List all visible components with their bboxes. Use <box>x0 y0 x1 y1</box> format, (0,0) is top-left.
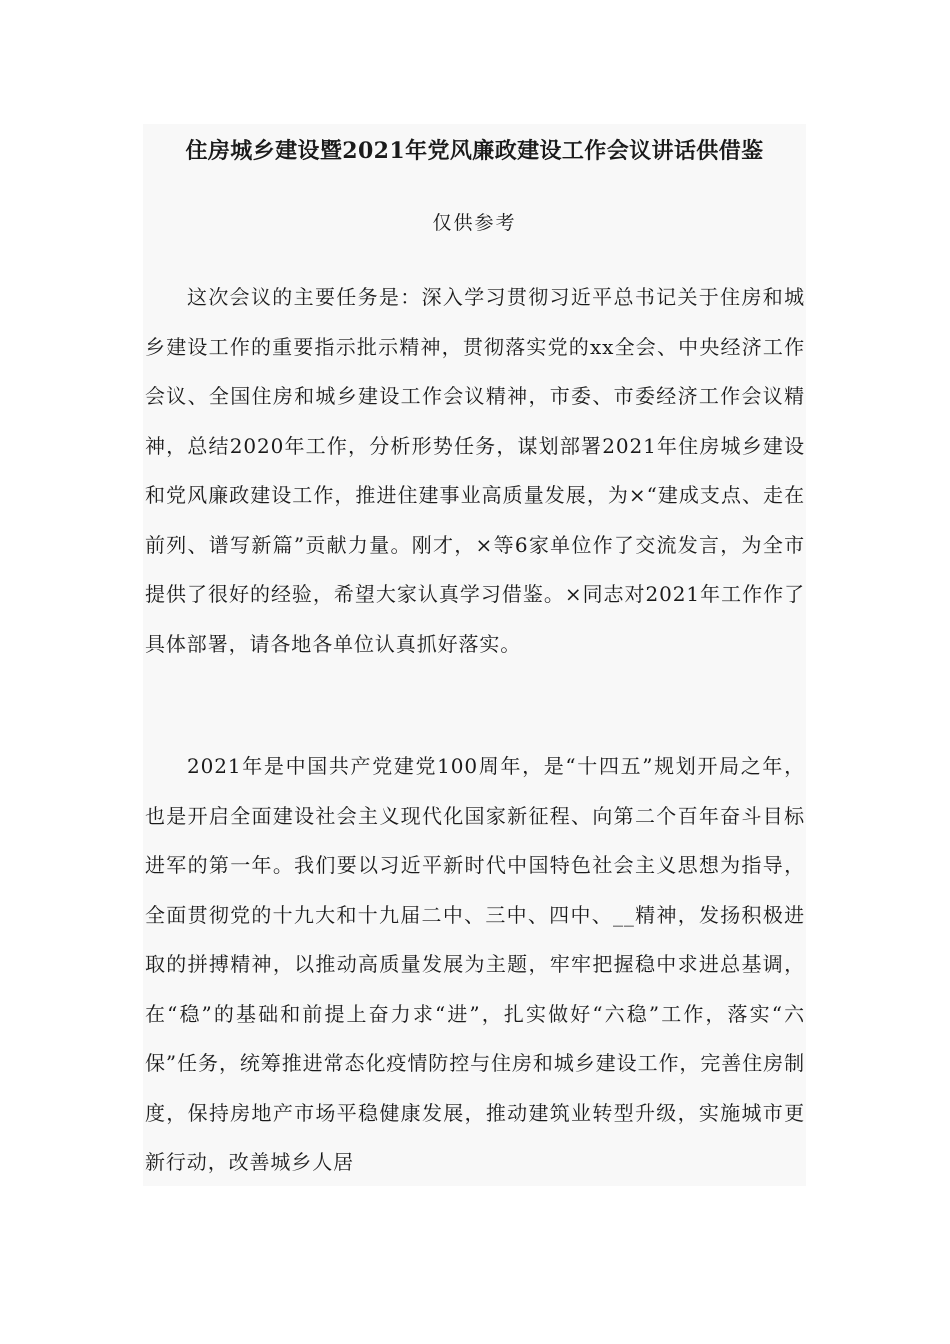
document-title: 住房城乡建设暨2021年党风廉政建设工作会议讲话供借鉴 <box>185 138 764 164</box>
body-paragraph: 这次会议的主要任务是：深入学习贯彻习近平总书记关于住房和城乡建设工作的重要指示批示精神，贯彻落实党的xx全会、中央经济工作会议、全国住房和城乡建设工作会议精神，市委、市委经济工作会议精神，总结2020年工作，分析形势任务，谋划部署2021年住房城乡建设和党风廉政建设工作，推进住建事业高质量发展，为×“建成支点、走在前列、谱写新篇”贡献力量。刚才，×等6家单位作了交流发言，为全市提供了很好的经验，希望大家认真学习借鉴。×同志对2021年工作作了具体部署，请各地各单位认真抓好落实。 <box>145 285 805 656</box>
document-page <box>143 124 806 1186</box>
body-paragraph: 2021年是中国共产党建党100周年，是“十四五”规划开局之年，也是开启全面建设社会主义现代化国家新征程、向第二个百年奋斗目标进军的第一年。我们要以习近平新时代中国特色社会主义思想为指导，全面贯彻党的十九大和十九届二中、三中、四中、__精神，发扬积极进取的拼搏精神，以推动高质量发展为主题，牢牢把握稳中求进总基调，在“稳”的基础和前提上奋力求“进”，扎实做好“六稳”工作，落实“六保”任务，统筹推进常态化疫情防控与住房和城乡建设工作，完善住房制度，保持房地产市场平稳健康发展，推动建筑业转型升级，实施城市更新行动，改善城乡人居 <box>145 754 805 1174</box>
document-subtitle: 仅供参考 <box>432 212 517 234</box>
